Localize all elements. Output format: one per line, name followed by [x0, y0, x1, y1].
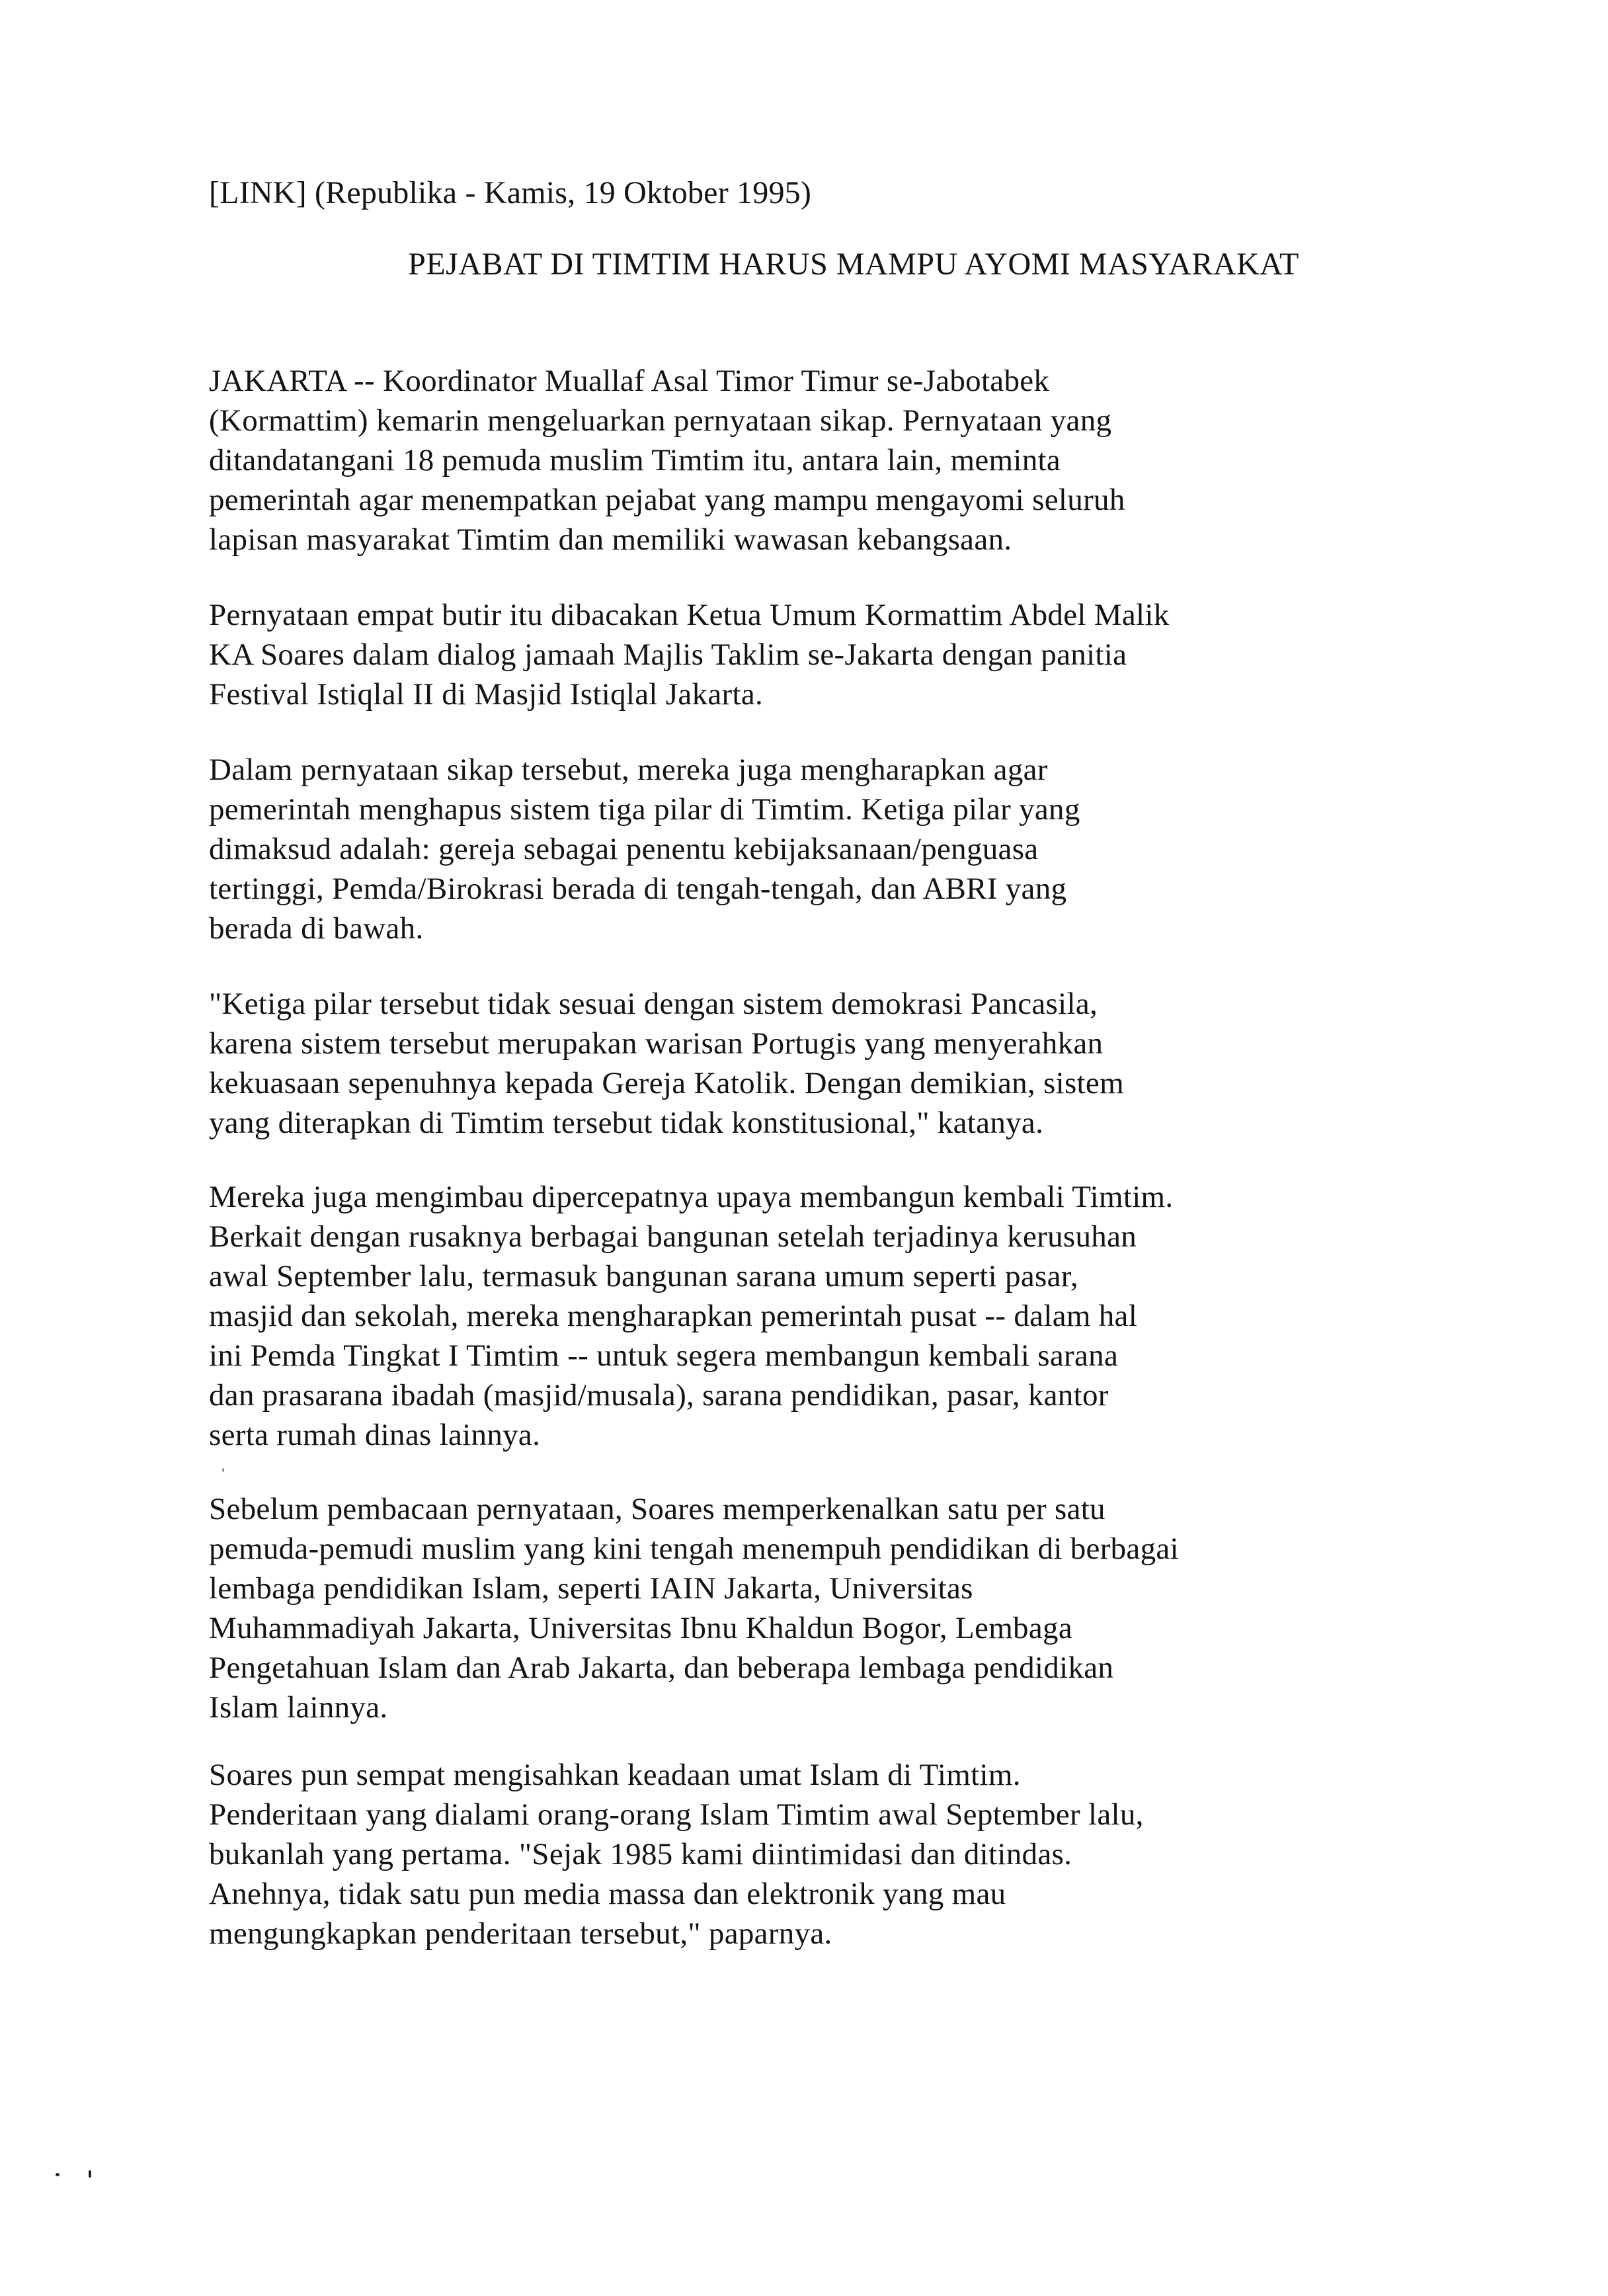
text-line: Penderitaan yang dialami orang-orang Islam Timtim awal September lalu,: [209, 1797, 1144, 1832]
paragraph: [209, 1177, 1399, 1455]
text-line: ditandatangani 18 pemuda muslim Timtim itu, antara lain, meminta: [209, 443, 1061, 477]
paragraph: [209, 595, 1399, 714]
paragraph: [209, 984, 1399, 1143]
text-line: pemerintah menghapus sistem tiga pilar di Timtim. Ketiga pilar yang: [209, 792, 1080, 827]
text-line: Soares pun sempat mengisahkan keadaan umat Islam di Timtim.: [209, 1758, 1021, 1792]
text-line: mengungkapkan penderitaan tersebut," paparnya.: [209, 1916, 832, 1951]
text-line: Pernyataan empat butir itu dibacakan Ketua Umum Kormattim Abdel Malik: [209, 598, 1170, 632]
text-line: lembaga pendidikan Islam, seperti IAIN Jakarta, Universitas: [209, 1571, 973, 1606]
scan-speck: [222, 1468, 224, 1472]
text-line: Berkait dengan rusaknya berbagai bangunan setelah terjadinya kerusuhan: [209, 1219, 1137, 1254]
text-line: Pengetahuan Islam dan Arab Jakarta, dan beberapa lembaga pendidikan: [209, 1651, 1114, 1685]
paragraph: [209, 1755, 1399, 1953]
text-line: Mereka juga mengimbau dipercepatnya upaya membangun kembali Timtim.: [209, 1180, 1174, 1214]
paragraph: [209, 1489, 1399, 1727]
text-line: KA Soares dalam dialog jamaah Majlis Taklim se-Jakarta dengan panitia: [209, 637, 1127, 672]
text-line: berada di bawah.: [209, 911, 424, 946]
text-line: Muhammadiyah Jakarta, Universitas Ibnu Khaldun Bogor, Lembaga: [209, 1611, 1072, 1645]
text-line: pemuda-pemudi muslim yang kini tengah menempuh pendidikan di berbagai: [209, 1532, 1179, 1566]
text-line: Anehnya, tidak satu pun media massa dan elektronik yang mau: [209, 1877, 1006, 1911]
text-line: Islam lainnya.: [209, 1690, 388, 1725]
text-line: dimaksud adalah: gereja sebagai penentu kebijaksanaan/penguasa: [209, 832, 1039, 866]
text-line: Sebelum pembacaan pernyataan, Soares memperkenalkan satu per satu: [209, 1492, 1106, 1526]
text-line: serta rumah dinas lainnya.: [209, 1418, 541, 1452]
text-line: awal September lalu, termasuk bangunan sarana umum seperti pasar,: [209, 1259, 1078, 1293]
text-line: kekuasaan sepenuhnya kepada Gereja Katolik. Dengan demikian, sistem: [209, 1066, 1124, 1100]
text-line: bukanlah yang pertama. "Sejak 1985 kami diintimidasi dan ditindas.: [209, 1837, 1072, 1871]
text-line: masjid dan sekolah, mereka mengharapkan pemerintah pusat -- dalam hal: [209, 1299, 1138, 1333]
text-line: JAKARTA -- Koordinator Muallaf Asal Timor Timur se-Jabotabek: [209, 364, 1050, 398]
text-line: yang diterapkan di Timtim tersebut tidak konstitusional," katanya.: [209, 1106, 1044, 1140]
text-line: karena sistem tersebut merupakan warisan Portugis yang menyerahkan: [209, 1026, 1104, 1061]
text-line: ini Pemda Tingkat I Timtim -- untuk segera membangun kembali sarana: [209, 1338, 1119, 1373]
text-line: lapisan masyarakat Timtim dan memiliki wawasan kebangsaan.: [209, 522, 1012, 557]
paragraph: [209, 750, 1399, 948]
text-line: (Kormattim) kemarin mengeluarkan pernyataan sikap. Pernyataan yang: [209, 403, 1112, 438]
text-line: tertinggi, Pemda/Birokrasi berada di tengah-tengah, dan ABRI yang: [209, 872, 1067, 906]
paragraph: [209, 361, 1399, 559]
scan-speck: [56, 2173, 60, 2176]
text-line: dan prasarana ibadah (masjid/musala), sarana pendidikan, pasar, kantor: [209, 1378, 1109, 1413]
scan-speck: [89, 2170, 91, 2178]
text-line: Dalam pernyataan sikap tersebut, mereka juga mengharapkan agar: [209, 753, 1048, 787]
source-line: [LINK] (Republika - Kamis, 19 Oktober 1995): [209, 175, 812, 210]
article-headline: PEJABAT DI TIMTIM HARUS MAMPU AYOMI MASYARAKAT: [408, 247, 1299, 282]
text-line: Festival Istiqlal II di Masjid Istiqlal Jakarta.: [209, 677, 764, 712]
text-line: "Ketiga pilar tersebut tidak sesuai dengan sistem demokrasi Pancasila,: [209, 987, 1098, 1021]
text-line: pemerintah agar menempatkan pejabat yang mampu mengayomi seluruh: [209, 483, 1125, 517]
